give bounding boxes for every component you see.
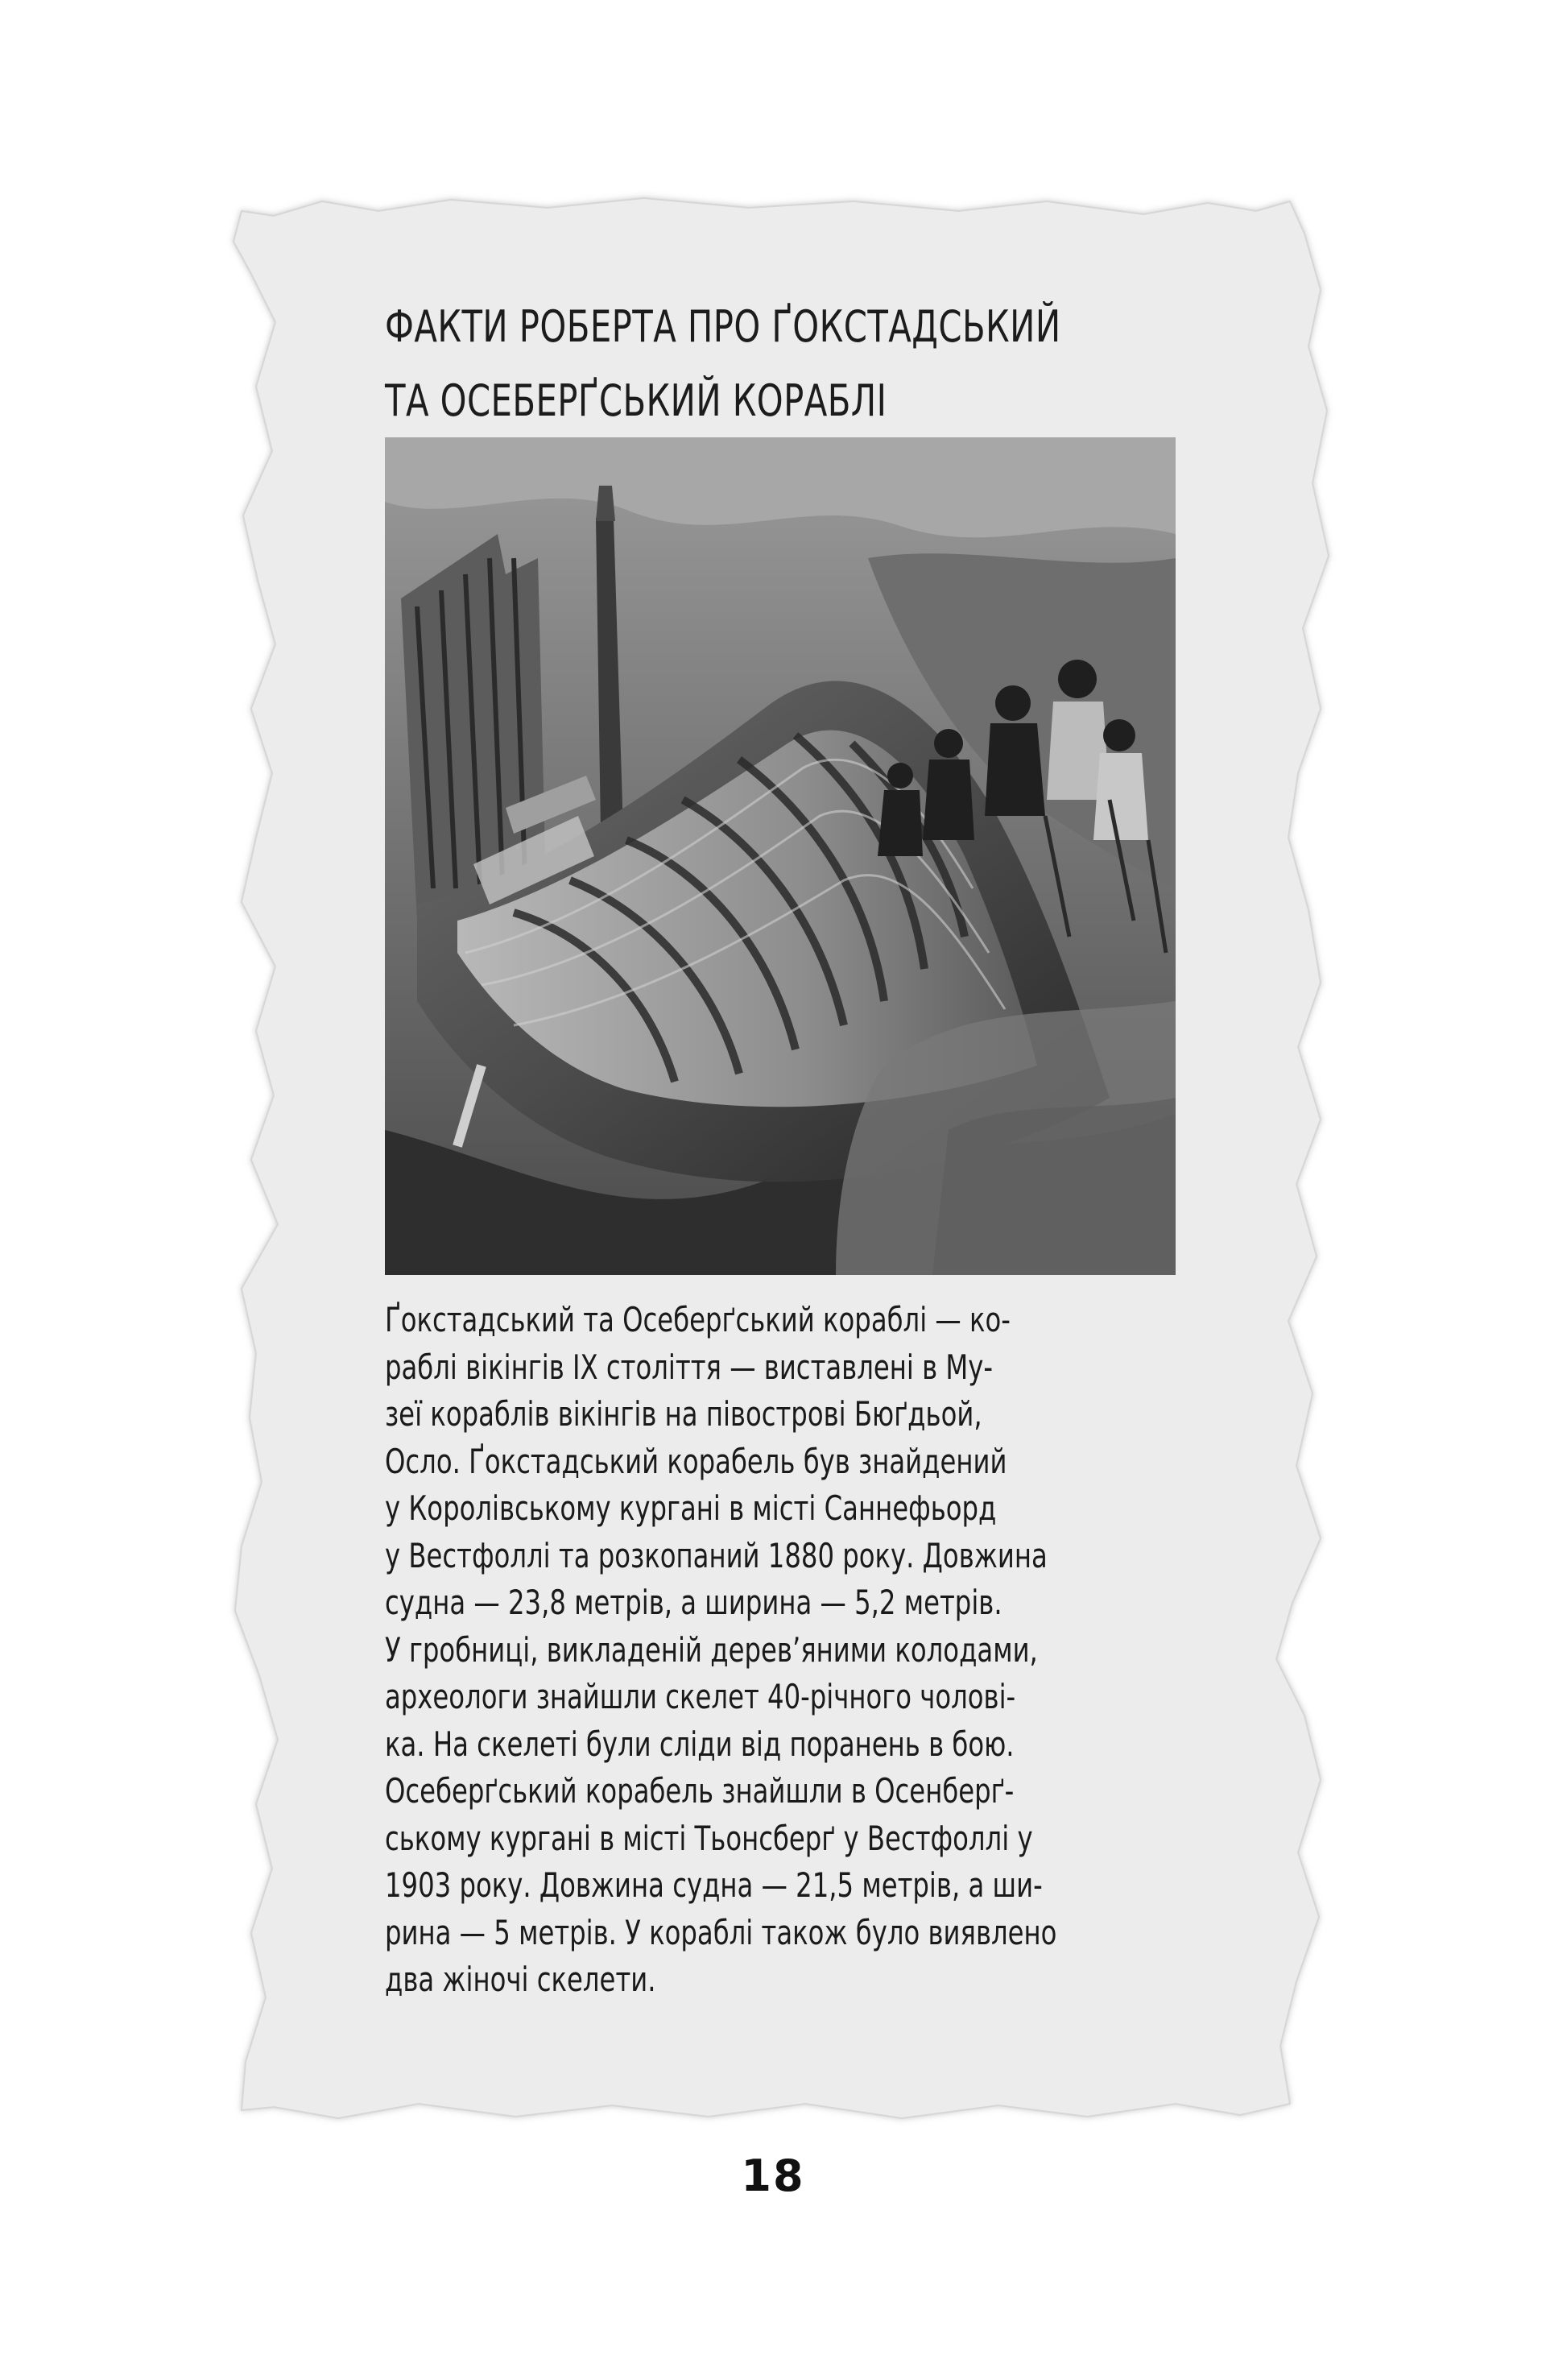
- page-number: 18: [741, 2150, 805, 2201]
- body-line: У гробниці, викладеній дерев’яними колодами,: [385, 1629, 1038, 1670]
- title-line-2: ТА ОСЕБЕРҐСЬКИЙ КОРАБЛІ: [385, 375, 887, 426]
- body-line: у Королівському кургані в місті Саннефьорд: [385, 1488, 997, 1528]
- article-body: [385, 1297, 1190, 2004]
- body-line: судна — 23,8 метрів, а ширина — 5,2 метрів.: [385, 1583, 1002, 1622]
- body-line: Осло. Ґокстадський корабель був знайдений: [385, 1441, 1007, 1481]
- page-title: [385, 290, 1190, 438]
- body-line: ському кургані в місті Тьонсберґ у Вестфоллі у: [385, 1818, 1033, 1858]
- body-line: зеї кораблів вікінгів на півострові Бюґдьой,: [385, 1394, 982, 1434]
- body-line: у Вестфоллі та розкопаний 1880 року. Довжина: [385, 1535, 1048, 1575]
- body-line: раблі вікінгів IX століття — виставлені в Му-: [385, 1347, 994, 1387]
- body-line: рина — 5 метрів. У кораблі також було виявлено: [385, 1912, 1057, 1952]
- body-line: археологи знайшли скелет 40-річного чолові-: [385, 1677, 1016, 1716]
- title-line-1: ФАКТИ РОБЕРТА ПРО ҐОКСТАДСЬКИЙ: [385, 301, 1061, 352]
- body-line: ка. На скелеті були сліди від поранень в бою.: [385, 1724, 1015, 1764]
- body-line: 1903 року. Довжина судна — 21,5 метрів, а ши-: [385, 1865, 1043, 1905]
- body-line: Ґокстадський та Осеберґський кораблі — ко-: [385, 1300, 1011, 1339]
- body-line: Осеберґський корабель знайшли в Осенберґ-: [385, 1771, 1015, 1811]
- body-line: два жіночі скелети.: [385, 1960, 656, 1999]
- ship-excavation-photo: [385, 437, 1176, 1275]
